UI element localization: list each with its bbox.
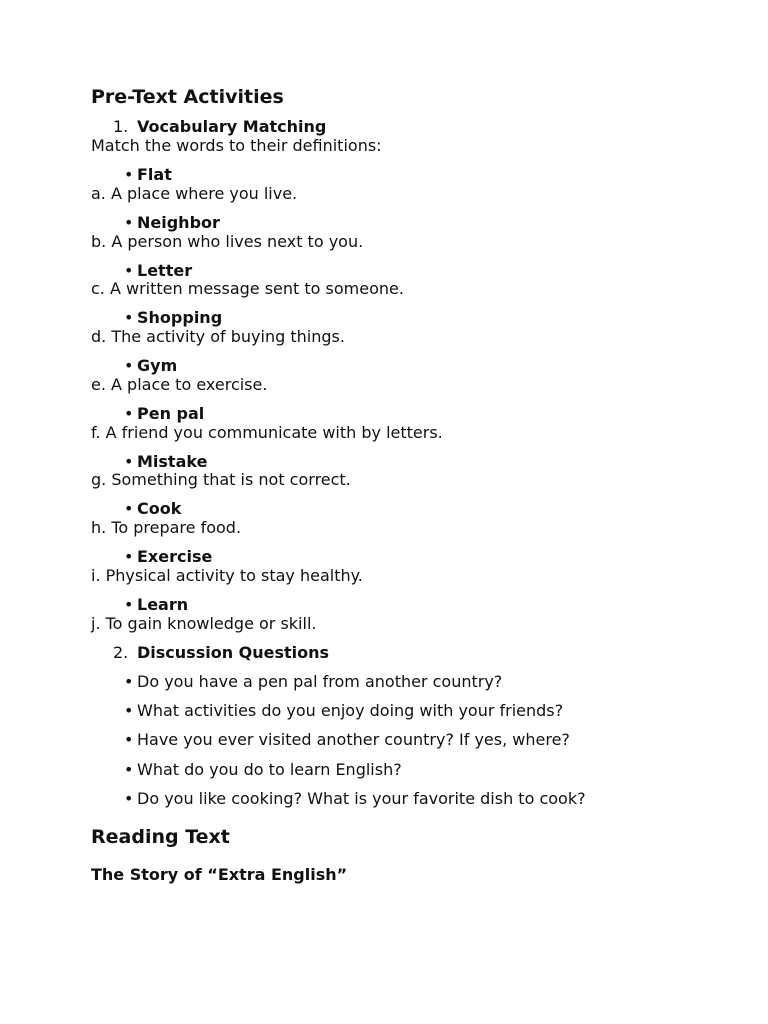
bullet-icon: •: [124, 499, 134, 518]
vocabulary-word: Mistake: [137, 452, 208, 471]
bullet-icon: •: [124, 404, 134, 423]
vocabulary-word: Cook: [137, 499, 182, 518]
vocabulary-definition: i. Physical activity to stay healthy.: [91, 566, 363, 585]
question-text: Do you have a pen pal from another country?: [137, 672, 503, 691]
bullet-icon: •: [124, 701, 134, 720]
vocabulary-word: Gym: [137, 356, 178, 375]
vocabulary-definition: e. A place to exercise.: [91, 375, 268, 394]
heading-pre-text-activities: Pre-Text Activities: [91, 86, 284, 108]
question-text: What do you do to learn English?: [137, 760, 402, 779]
vocabulary-definition: j. To gain knowledge or skill.: [91, 614, 317, 633]
vocabulary-definition: b. A person who lives next to you.: [91, 232, 364, 251]
bullet-icon: •: [124, 261, 134, 280]
section-1-number: 1.: [113, 117, 129, 136]
section-2-number: 2.: [113, 643, 129, 662]
question-text: Have you ever visited another country? If yes, where?: [137, 730, 570, 749]
vocabulary-definition: a. A place where you live.: [91, 184, 298, 203]
vocabulary-word: Shopping: [137, 308, 223, 327]
vocabulary-definition: c. A written message sent to someone.: [91, 279, 404, 298]
vocabulary-word: Learn: [137, 595, 189, 614]
section-1-title: Vocabulary Matching: [137, 117, 327, 136]
story-title: The Story of “Extra English”: [91, 865, 348, 884]
bullet-icon: •: [124, 213, 134, 232]
section-2-title: Discussion Questions: [137, 643, 330, 662]
section-1-instruction: Match the words to their definitions:: [91, 136, 382, 155]
bullet-icon: •: [124, 672, 134, 691]
vocabulary-word: Flat: [137, 165, 172, 184]
heading-reading-text: Reading Text: [91, 826, 230, 848]
vocabulary-word: Exercise: [137, 547, 213, 566]
bullet-icon: •: [124, 789, 134, 808]
bullet-icon: •: [124, 760, 134, 779]
bullet-icon: •: [124, 730, 134, 749]
bullet-icon: •: [124, 356, 134, 375]
bullet-icon: •: [124, 547, 134, 566]
bullet-icon: •: [124, 165, 134, 184]
question-text: What activities do you enjoy doing with your friends?: [137, 701, 564, 720]
vocabulary-definition: d. The activity of buying things.: [91, 327, 345, 346]
vocabulary-word: Pen pal: [137, 404, 205, 423]
vocabulary-definition: h. To prepare food.: [91, 518, 242, 537]
vocabulary-word: Neighbor: [137, 213, 220, 232]
bullet-icon: •: [124, 452, 134, 471]
vocabulary-definition: f. A friend you communicate with by letters.: [91, 423, 443, 442]
vocabulary-definition: g. Something that is not correct.: [91, 470, 351, 489]
vocabulary-word: Letter: [137, 261, 193, 280]
bullet-icon: •: [124, 595, 134, 614]
question-text: Do you like cooking? What is your favorite dish to cook?: [137, 789, 586, 808]
bullet-icon: •: [124, 308, 134, 327]
